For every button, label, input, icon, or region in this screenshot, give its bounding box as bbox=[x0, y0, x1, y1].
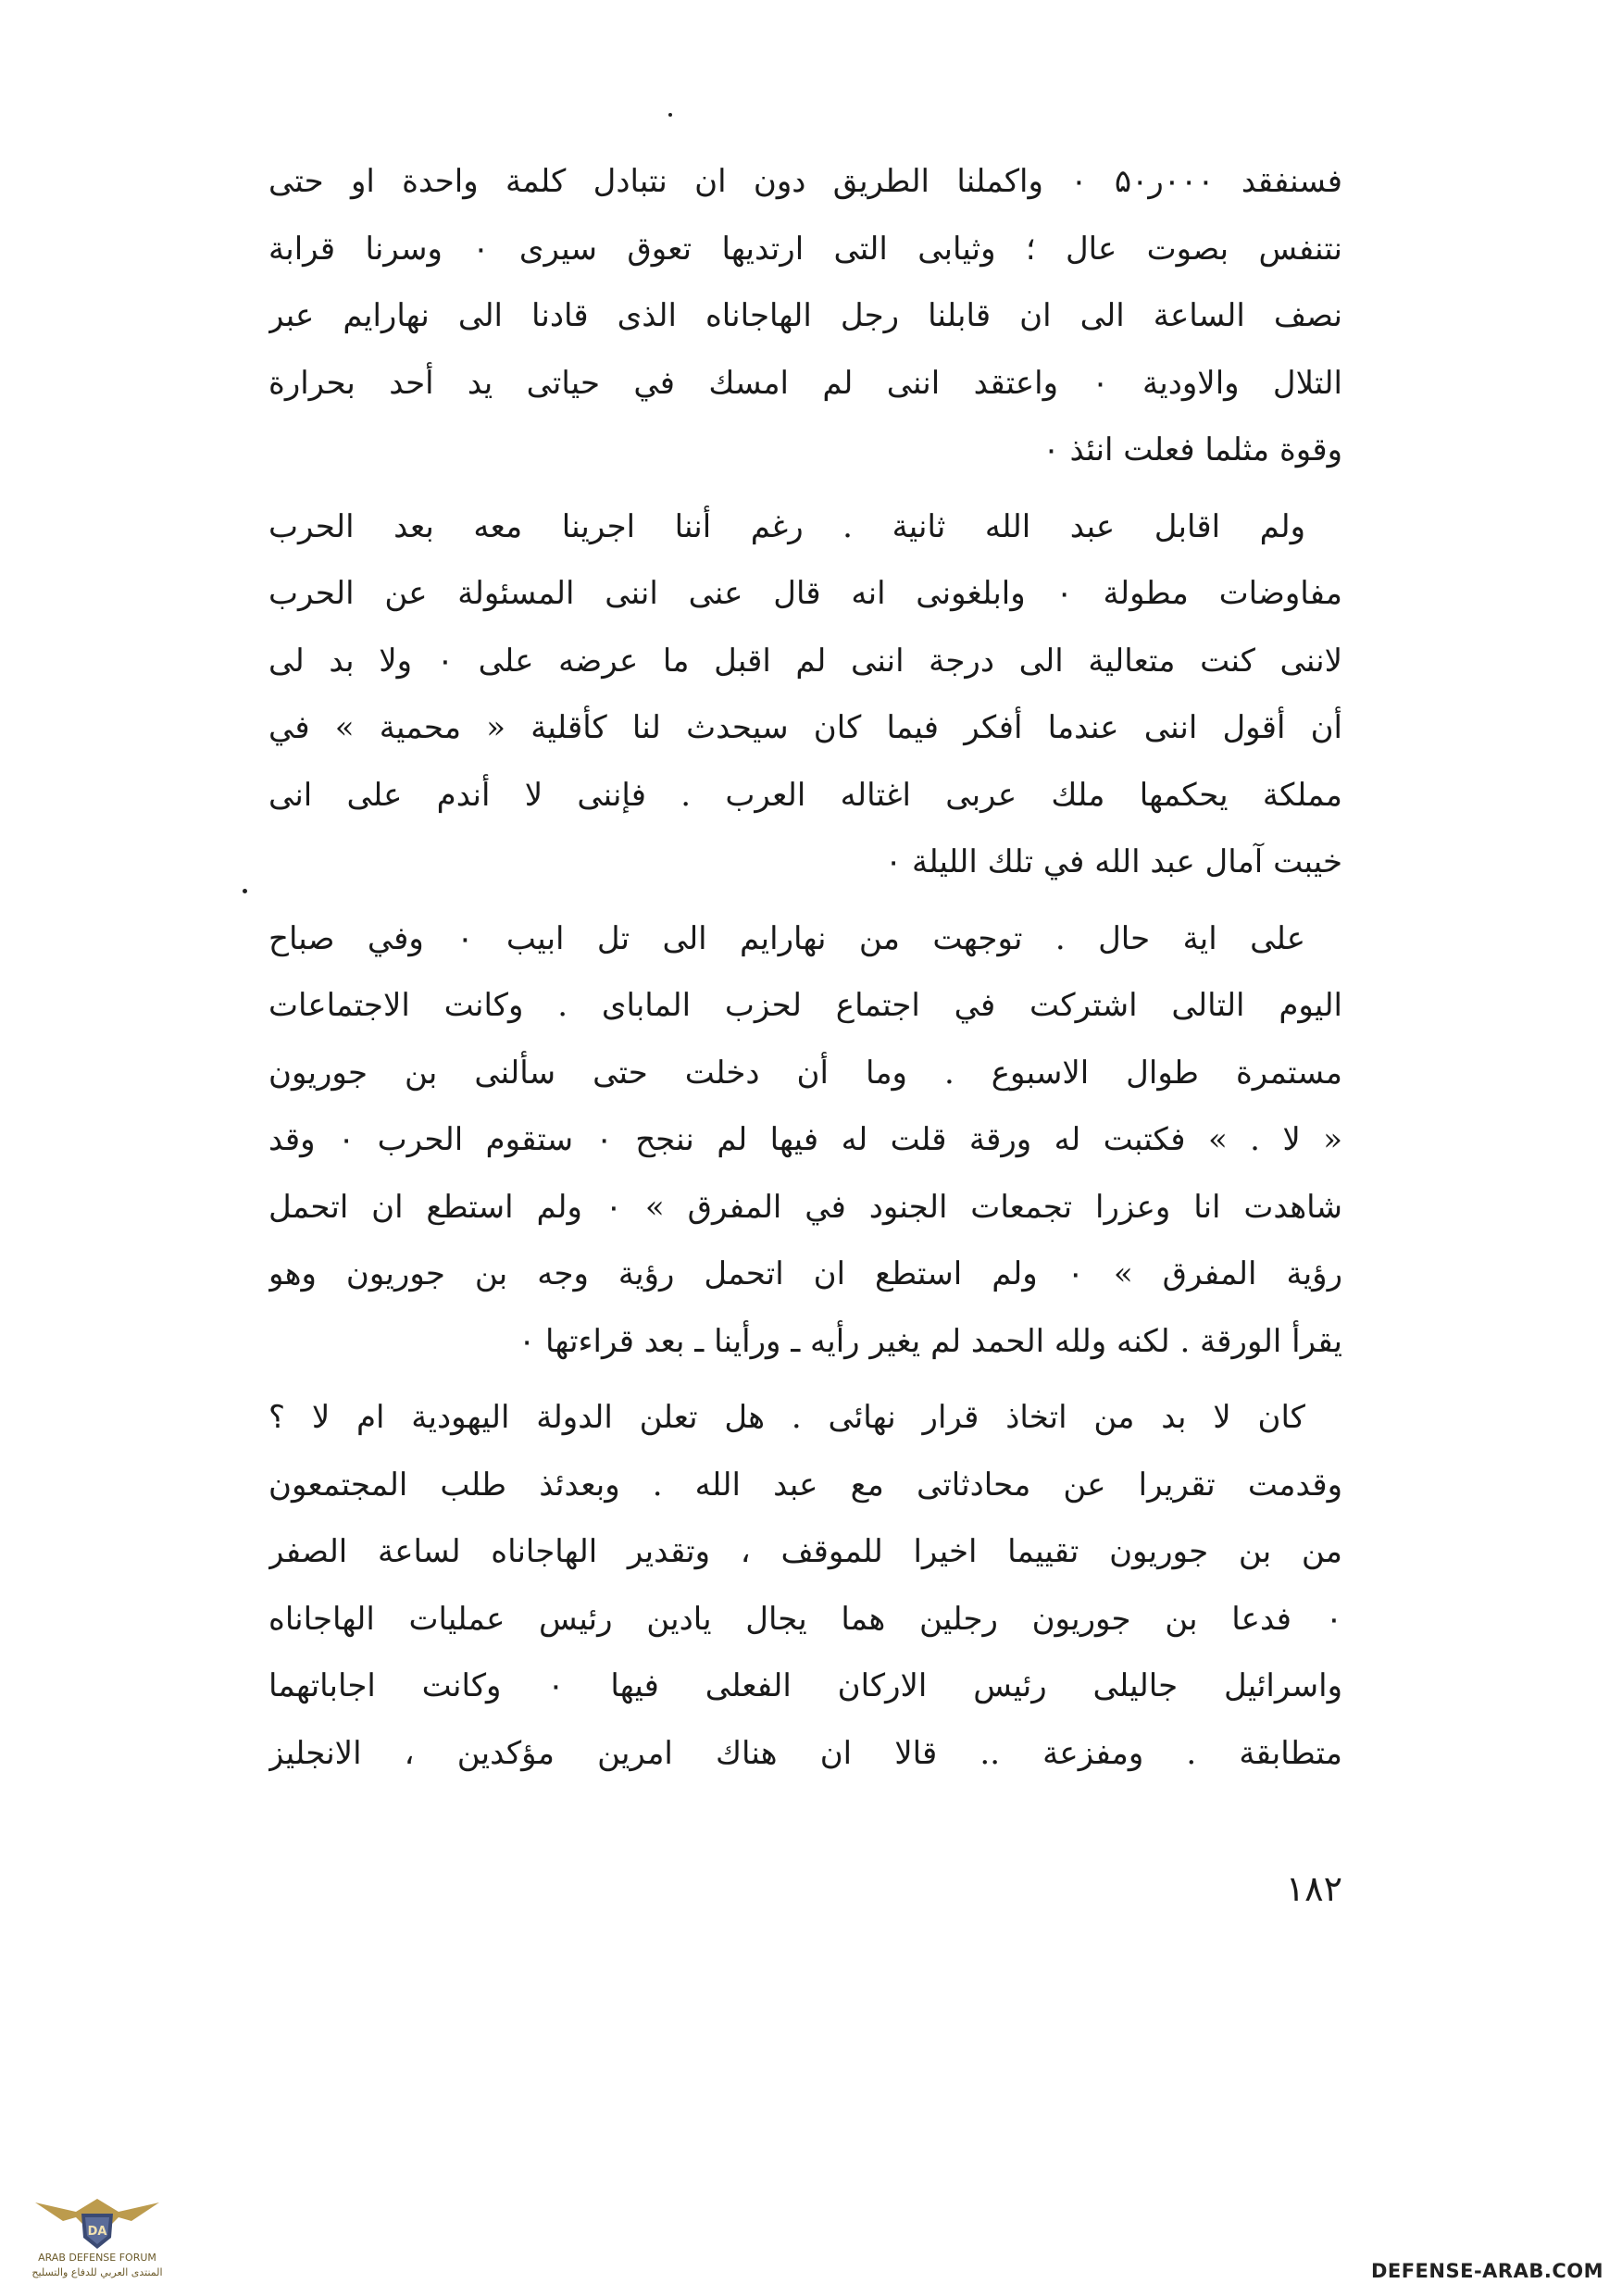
text-line: التلال والاودية ٠ واعتقد اننى لم امسك في حياتى يد أحد بحرارة bbox=[268, 364, 1342, 402]
text-line: ٠ فدعا بن جوريون رجلين هما يجال يادين رئيس عمليات الهاجاناه bbox=[268, 1600, 1342, 1638]
text-line: مملكة يحكمها ملك عربى اغتاله العرب . فإننى لا أندم على انى bbox=[268, 776, 1342, 814]
text-line: متطابقة . ومفزعة .. قالا ان هناك امرين مؤكدين ، الانجليز bbox=[268, 1734, 1342, 1772]
text-line: كان لا بد من اتخاذ قرار نهائى . هل تعلن الدولة اليهودية ام لا ؟ bbox=[268, 1399, 1305, 1436]
text-line: وقوة مثلما فعلت انئذ ٠ bbox=[1042, 431, 1342, 468]
logo-caption-en: ARAB DEFENSE FORUM bbox=[38, 2252, 156, 2264]
text-line: وقدمت تقريرا عن محادثاتى مع عبد الله . وبعدئذ طلب المجتمعون bbox=[268, 1466, 1342, 1504]
text-line: نتنفس بصوت عال ؛ وثيابى التى ارتديها تعوق سيرى ٠ وسرنا قرابة bbox=[268, 230, 1342, 268]
text-line: شاهدت انا وعزرا تجمعات الجنود في المفرق » ٠ ولم استطع ان اتحمل bbox=[268, 1188, 1342, 1226]
watermark-site-url: DEFENSE-ARAB.COM bbox=[1370, 2260, 1603, 2282]
paragraph-1 bbox=[268, 148, 1342, 484]
text-line: مستمرة طوال الاسبوع . وما أن دخلت حتى سألنى بن جوريون bbox=[268, 1054, 1342, 1092]
text-line: ولم اقابل عبد الله ثانية . رغم أننا اجرينا معه بعد الحرب bbox=[268, 507, 1305, 545]
print-speck bbox=[668, 113, 672, 117]
logo-caption-ar: المنتدى العربي للدفاع والتسليح bbox=[31, 2266, 163, 2278]
page-number: ١٨٢ bbox=[1285, 1868, 1342, 1909]
text-line: خيبت آمال عبد الله في تلك الليلة ٠ bbox=[884, 843, 1342, 880]
text-line: على اية حال . توجهت من نهارايم الى تل ابيب ٠ وفي صباح bbox=[268, 919, 1305, 957]
text-line: اليوم التالى اشتركت في اجتماع لحزب الماباى . وكانت الاجتماعات bbox=[268, 987, 1342, 1024]
logo-mark: DA bbox=[87, 2225, 107, 2239]
text-line: من بن جوريون تقييما اخيرا للموقف ، وتقدير الهاجاناه لساعة الصفر bbox=[268, 1533, 1342, 1570]
text-line: فسنفقد ۰۰۰ر۵۰ ٠ واكملنا الطريق دون ان نتبادل كلمة واحدة او حتى bbox=[268, 163, 1342, 200]
paragraph-2 bbox=[268, 493, 1342, 896]
text-line: يقرأ الورقة . لكنه ولله الحمد لم يغير رأيه ـ ورأينا ـ بعد قراءتها ٠ bbox=[518, 1322, 1342, 1360]
body-text bbox=[268, 148, 1342, 1796]
text-line: نصف الساعة الى ان قابلنا رجل الهاجاناه الذى قادنا الى نهارايم عبر bbox=[268, 297, 1342, 334]
text-line: رؤية المفرق » ٠ ولم استطع ان اتحمل رؤية وجه بن جوريون وهو bbox=[268, 1255, 1342, 1292]
text-line: « لا . » فكتبت له ورقة قلت له فيها لم ننجح ٠ ستقوم الحرب ٠ وقد bbox=[268, 1121, 1342, 1158]
paragraph-3 bbox=[268, 905, 1342, 1376]
text-line: مفاوضات مطولة ٠ وابلغونى انه قال عنى اننى المسئولة عن الحرب bbox=[268, 575, 1342, 612]
text-line: لاننى كنت متعالية الى درجة اننى لم اقبل ما عرضه على ٠ ولا بد لى bbox=[268, 642, 1342, 680]
print-speck bbox=[243, 889, 247, 893]
text-line: واسرائيل جاليلى رئيس الاركان الفعلى فيها ٠ وكانت اجاباتهما bbox=[268, 1667, 1342, 1704]
text-line: أن أقول اننى عندما أفكر فيما كان سيحدث لنا كأقلية « محمية » في bbox=[268, 709, 1342, 746]
paragraph-4 bbox=[268, 1384, 1342, 1787]
eagle-shield-icon bbox=[28, 2190, 167, 2254]
